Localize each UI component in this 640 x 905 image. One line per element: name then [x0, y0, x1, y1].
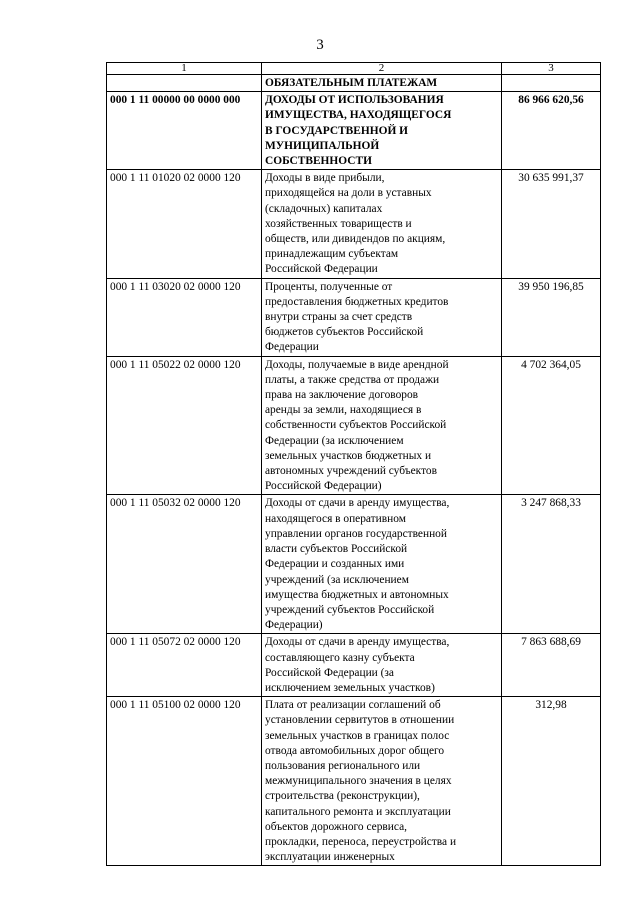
amount: 4 702 364,05: [502, 356, 601, 495]
table-row: [107, 495, 601, 634]
description-line: Федерации): [265, 619, 323, 632]
description-line: Плата от реализации соглашений об: [265, 699, 441, 712]
description-line: принадлежащим субъектам: [265, 248, 399, 261]
description-line: предоставления бюджетных кредитов: [265, 295, 449, 308]
description-line: (складочных) капиталах: [265, 202, 383, 215]
budget-code: 000 1 11 05022 02 0000 120: [107, 356, 262, 495]
amount: 3 247 868,33: [502, 495, 601, 634]
description-line: составляющего казну субъекта: [265, 651, 415, 664]
description-line: хозяйственных товариществ и: [265, 217, 412, 230]
table-row: [107, 634, 601, 697]
description-line: строительства (реконструкции),: [265, 790, 420, 803]
description-line: учреждений субъектов Российской: [265, 603, 435, 616]
amount: 39 950 196,85: [502, 278, 601, 356]
amount: 312,98: [502, 697, 601, 866]
amount: 30 635 991,37: [502, 170, 601, 278]
table-row: [107, 92, 601, 170]
description-line: земельных участков бюджетных и: [265, 449, 432, 462]
description-line: эксплуатации инженерных: [265, 851, 395, 864]
budget-code: 000 1 11 05032 02 0000 120: [107, 495, 262, 634]
column-number: 3: [502, 63, 601, 75]
description-line: автономных учреждений субъектов: [265, 465, 437, 478]
description-line: СОБСТВЕННОСТИ: [265, 155, 372, 168]
description-line: обществ, или дивидендов по акциям,: [265, 233, 446, 246]
description-line: пользования регионального или: [265, 759, 421, 772]
revenue-description: [262, 170, 502, 278]
description-line: Российской Федерации: [265, 263, 378, 276]
description-line: Российской Федерации (за: [265, 666, 394, 679]
description-line: прокладки, переноса, переустройства и: [265, 835, 457, 848]
description-line: капитального ремонта и эксплуатации: [265, 805, 451, 818]
description-line: Доходы от сдачи в аренду имущества,: [265, 497, 450, 510]
description-line: находящегося в оперативном: [265, 512, 406, 525]
budget-code: 000 1 11 01020 02 0000 120: [107, 170, 262, 278]
budget-code: 000 1 11 00000 00 0000 000: [107, 92, 262, 170]
budget-code: 000 1 11 05100 02 0000 120: [107, 697, 262, 866]
revenue-description: [262, 278, 502, 356]
description-line: имущества бюджетных и автономных: [265, 588, 449, 601]
description-line: ДОХОДЫ ОТ ИСПОЛЬЗОВАНИЯ: [265, 94, 444, 107]
description-line: управлении органов государственной: [265, 527, 447, 540]
column-number: 1: [107, 63, 262, 75]
revenue-description: [262, 697, 502, 866]
budget-code: 000 1 11 03020 02 0000 120: [107, 278, 262, 356]
revenue-table: [106, 62, 601, 866]
continuation-text: ОБЯЗАТЕЛЬНЫМ ПЛАТЕЖАМ: [262, 75, 502, 92]
page-number: 3: [316, 37, 324, 53]
description-line: Федерации: [265, 341, 319, 354]
description-line: В ГОСУДАРСТВЕННОЙ И: [265, 124, 409, 137]
description-line: собственности субъектов Российской: [265, 419, 447, 432]
revenue-description: [262, 92, 502, 170]
description-line: Федерации и созданных ими: [265, 558, 405, 571]
description-line: бюджетов субъектов Российской: [265, 326, 424, 339]
description-line: Российской Федерации): [265, 480, 382, 493]
description-line: установлении сервитутов в отношении: [265, 714, 455, 727]
revenue-description: [262, 634, 502, 697]
description-line: Проценты, полученные от: [265, 280, 393, 293]
description-line: объектов дорожного сервиса,: [265, 820, 407, 833]
description-line: платы, а также средства от продажи: [265, 373, 440, 386]
description-line: межмуниципального значения в целях: [265, 775, 452, 788]
column-number: 2: [262, 63, 502, 75]
code-cell-empty: [107, 75, 262, 92]
table-row: [107, 278, 601, 356]
description-line: права на заключение договоров: [265, 389, 419, 402]
description-line: приходящейся на доли в уставных: [265, 187, 432, 200]
description-line: внутри страны за счет средств: [265, 311, 413, 324]
description-line: учреждений (за исключением: [265, 573, 409, 586]
table-row: [107, 170, 601, 278]
amount-cell-empty: [502, 75, 601, 92]
amount: 86 966 620,56: [502, 92, 601, 170]
description-line: Доходы, получаемые в виде арендной: [265, 358, 449, 371]
description-line: земельных участков в границах полос: [265, 729, 450, 742]
continuation-row: [107, 75, 601, 92]
description-line: власти субъектов Российской: [265, 543, 408, 556]
description-line: аренды за земли, находящиеся в: [265, 404, 422, 417]
amount: 7 863 688,69: [502, 634, 601, 697]
description-line: Доходы от сдачи в аренду имущества,: [265, 636, 450, 649]
column-numbers-row: [107, 63, 601, 75]
table-row: [107, 697, 601, 866]
revenue-description: [262, 356, 502, 495]
revenue-description: [262, 495, 502, 634]
budget-code: 000 1 11 05072 02 0000 120: [107, 634, 262, 697]
description-line: отвода автомобильных дорог общего: [265, 744, 445, 757]
description-line: исключением земельных участков): [265, 681, 435, 694]
description-line: Доходы в виде прибыли,: [265, 172, 385, 185]
description-line: Федерации (за исключением: [265, 434, 404, 447]
table-row: [107, 356, 601, 495]
description-line: ИМУЩЕСТВА, НАХОДЯЩЕГОСЯ: [265, 109, 452, 122]
description-line: МУНИЦИПАЛЬНОЙ: [265, 139, 380, 152]
